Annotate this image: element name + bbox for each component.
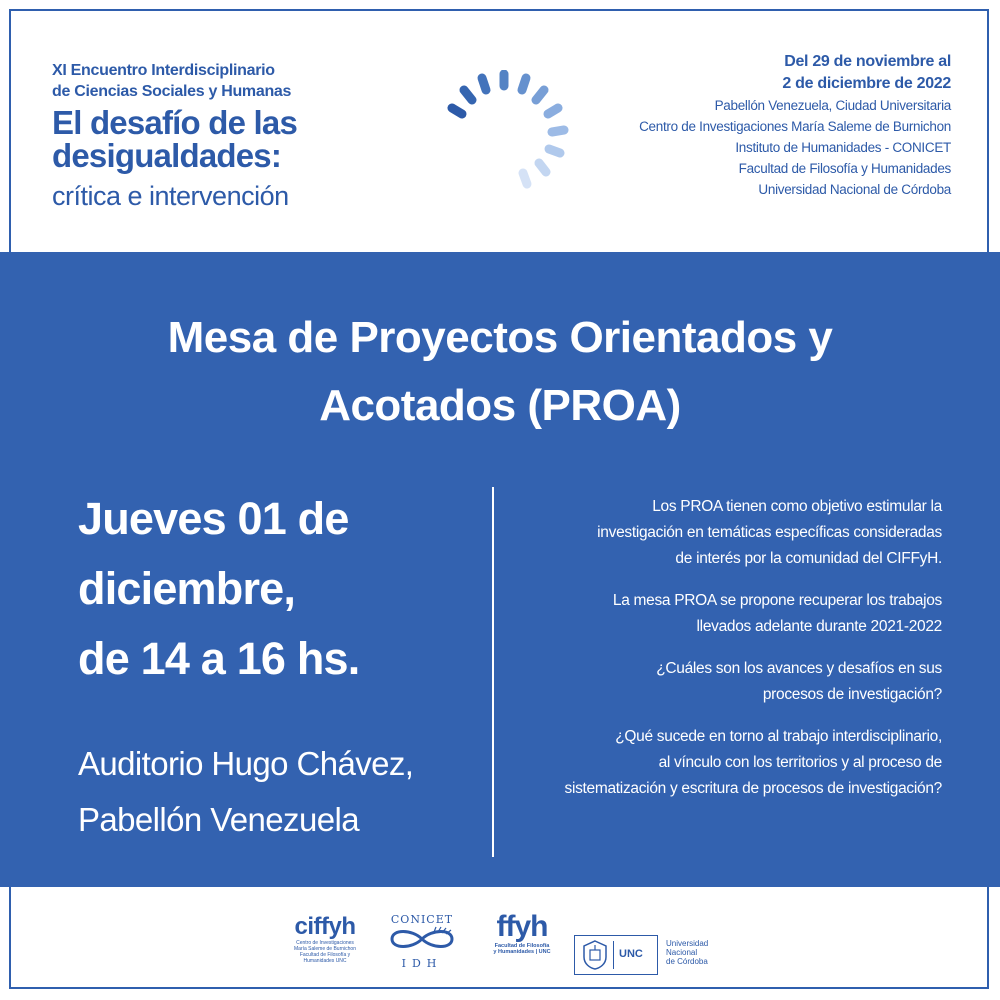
session-datetime-line: diciembre, xyxy=(78,563,296,614)
description-line: de interés por la comunidad del CIFFyH. xyxy=(675,550,942,567)
event-name-line-1: XI Encuentro Interdisciplinario xyxy=(52,62,275,79)
event-date-line-2: 2 de diciembre de 2022 xyxy=(782,75,951,92)
header xyxy=(0,0,1000,252)
infinity-icon xyxy=(382,926,462,952)
description-paragraph xyxy=(532,724,942,802)
venue-line: Facultad de Filosofía y Humanidades xyxy=(738,161,951,176)
ffyh-logo-subtext: y Humanidades | UNC xyxy=(493,949,551,955)
description-line: al vínculo con los territorios y al proceso de xyxy=(658,754,942,771)
event-title-line-1: El desafío de las xyxy=(52,104,298,141)
description-line: Los PROA tienen como objetivo estimular la xyxy=(652,498,942,515)
session-datetime-line: de 14 a 16 hs. xyxy=(78,633,360,684)
session-datetime-line: Jueves 01 de xyxy=(78,493,349,544)
event-details xyxy=(639,51,951,200)
ffyh-logo xyxy=(484,911,560,955)
venue-line: Instituto de Humanidades - CONICET xyxy=(735,140,951,155)
unc-logo-abbr: UNC xyxy=(619,948,643,960)
description-line: ¿Cuáles son los avances y desafíos en sus xyxy=(656,660,942,677)
session-description xyxy=(532,494,942,818)
unc-name-line: Nacional xyxy=(666,948,698,957)
ciffyh-logo-subtext: Facultad de Filosofía y Humanidades UNC xyxy=(299,952,351,964)
ciffyh-logo-text: ciffyh xyxy=(294,913,356,940)
conicet-idh-logo xyxy=(380,913,464,970)
session-title-line-2: Acotados (PROA) xyxy=(319,381,681,430)
event-name-line-2: de Ciencias Sociales y Humanas xyxy=(52,83,292,100)
session-location-line: Pabellón Venezuela xyxy=(78,801,359,838)
unc-name-line: de Córdoba xyxy=(666,957,708,966)
session-location-line: Auditorio Hugo Chávez, xyxy=(78,745,414,782)
venue-line: Universidad Nacional de Córdoba xyxy=(758,182,951,197)
venue-line: Centro de Investigaciones María Saleme de Burnichon xyxy=(639,119,951,134)
ciffyh-logo-subtext: María Saleme de Burnichon xyxy=(294,946,356,952)
description-line: llevados adelante durante 2021-2022 xyxy=(696,618,942,635)
description-line: La mesa PROA se propone recuperar los trabajos xyxy=(612,592,942,609)
description-paragraph xyxy=(532,656,942,708)
description-line: procesos de investigación? xyxy=(762,686,942,703)
conicet-logo-text: CONICET xyxy=(390,913,454,926)
footer-logos xyxy=(0,887,1000,1000)
session-title xyxy=(0,304,1000,440)
unc-logo-name xyxy=(666,939,708,966)
idh-logo-text: IDH xyxy=(401,957,443,970)
venue-line: Pabellón Venezuela, Ciudad Universitaria xyxy=(714,98,951,113)
unc-logo-box xyxy=(574,935,658,975)
ffyh-logo-text: ffyh xyxy=(496,910,548,943)
ffyh-logo-subtext: Facultad de Filosofía xyxy=(494,943,550,949)
description-line: sistematización y escritura de procesos de investigación? xyxy=(564,780,942,797)
vertical-divider xyxy=(492,487,494,857)
description-paragraph xyxy=(532,494,942,572)
event-subtitle: crítica e intervención xyxy=(52,181,289,211)
session-location xyxy=(78,736,413,848)
description-line: ¿Qué sucede en torno al trabajo interdisciplinario, xyxy=(615,728,942,745)
unc-logo xyxy=(574,935,719,977)
event-date-line-1: Del 29 de noviembre al xyxy=(784,53,951,70)
unc-seal-icon xyxy=(580,939,610,971)
ciffyh-logo xyxy=(285,914,365,964)
event-title-line-2: desigualdades: xyxy=(52,137,282,174)
session-datetime xyxy=(78,484,359,694)
ciffyh-logo-subtext: Centro de Investigaciones xyxy=(296,940,354,946)
event-title xyxy=(52,106,297,172)
event-name xyxy=(52,60,291,102)
description-line: investigación en temáticas específicas consideradas xyxy=(597,524,942,541)
description-paragraph xyxy=(532,588,942,640)
unc-logo-separator xyxy=(613,941,614,969)
spinner-logo-icon xyxy=(440,70,580,195)
session-title-line-1: Mesa de Proyectos Orientados y xyxy=(167,313,833,362)
info-panel xyxy=(0,252,1000,887)
unc-name-line: Universidad xyxy=(666,939,709,948)
